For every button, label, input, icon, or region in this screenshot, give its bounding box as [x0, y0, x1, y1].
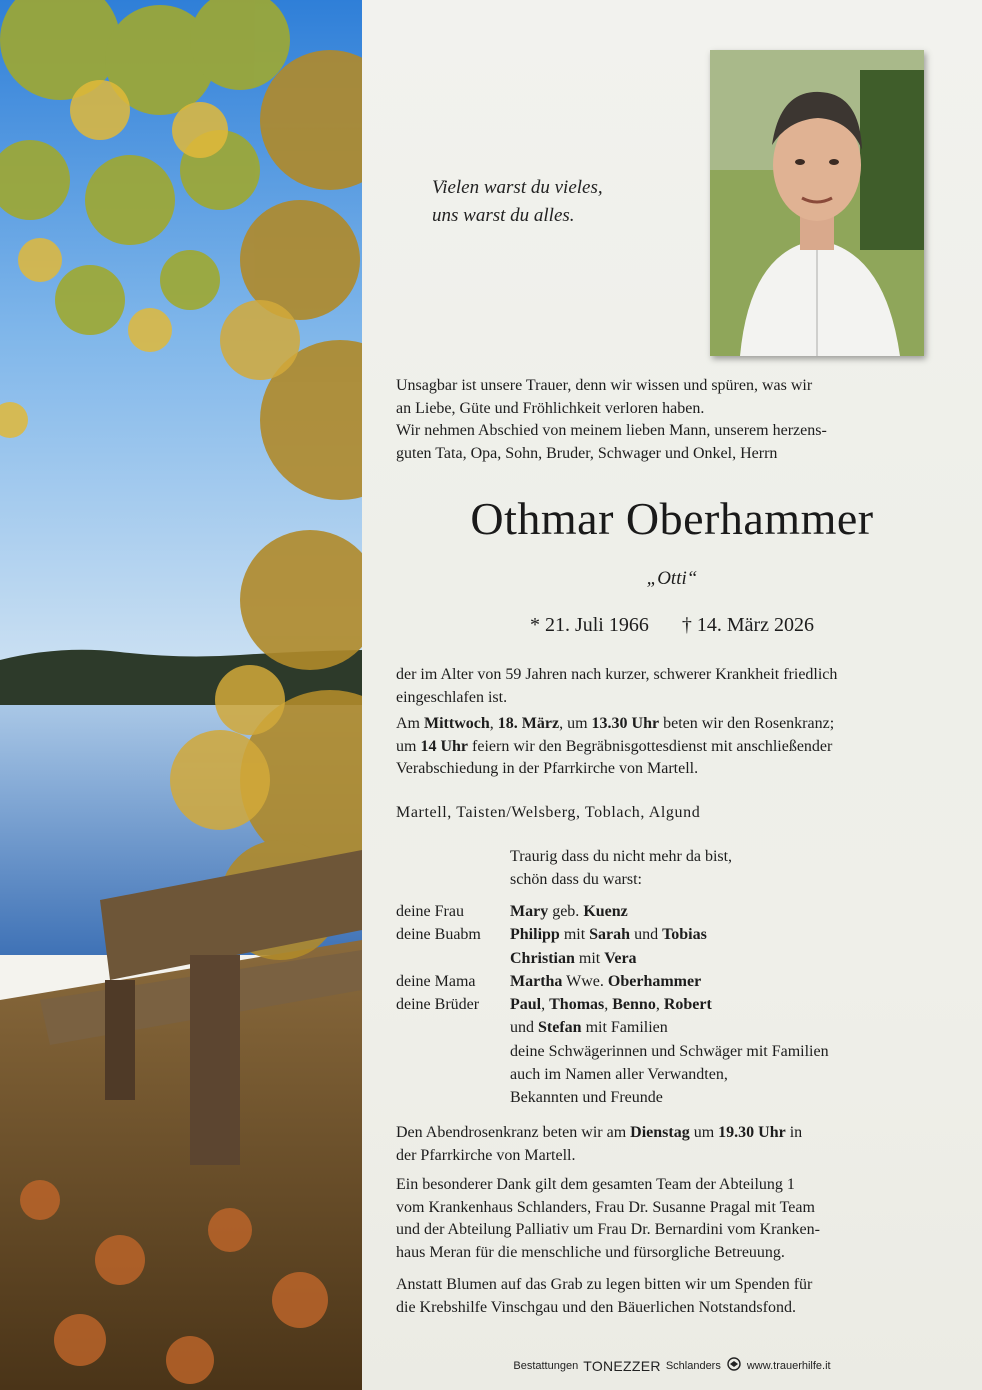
text-line: eingeschlafen ist. — [396, 688, 508, 706]
text-line: Unsagbar ist unsere Trauer, denn wir wissen und spüren, was wir — [396, 377, 813, 394]
text-line: Am Mittwoch, 18. März, um 13.30 Uhr beten wir den Rosenkranz; — [396, 715, 835, 732]
age-paragraph — [396, 664, 928, 709]
text-line: schön dass du warst: — [510, 870, 642, 888]
dove-icon — [726, 1357, 742, 1374]
footer-brand: TONEZZER — [583, 1357, 661, 1374]
text-line: der im Alter von 59 Jahren nach kurzer, schwerer Krankheit friedlich — [396, 666, 838, 683]
text-line: die Krebshilfe Vinschgau und den Bäuerlichen Notstandsfond. — [396, 1298, 796, 1316]
service-paragraph — [396, 713, 928, 781]
text-line: Den Abendrosenkranz beten wir am Dienstag um 19.30 Uhr in — [396, 1124, 803, 1141]
text-line: Traurig dass du nicht mehr da bist, — [510, 848, 733, 865]
footer — [362, 1357, 982, 1374]
text-line: um 14 Uhr feiern wir den Begräbnisgottesdienst mit anschließender — [396, 737, 833, 755]
nickname: „Otti“ — [646, 568, 698, 589]
text-line: vom Krankenhaus Schlanders, Frau Dr. Susanne Pragal mit Team — [396, 1198, 815, 1216]
text-line: der Pfarrkirche von Martell. — [396, 1146, 576, 1164]
footer-prefix: Bestattungen — [513, 1359, 579, 1372]
quote-line: Vielen warst du vieles, — [432, 177, 603, 198]
landscape-photo — [0, 0, 362, 1390]
intro-paragraph — [396, 375, 928, 465]
mourners-list — [396, 900, 829, 1110]
text-line: haus Meran für die menschliche und fürsorgliche Betreuung. — [396, 1243, 785, 1261]
mourner-row: auch im Namen aller Verwandten, — [510, 1066, 728, 1084]
text-line: Verabschiedung in der Pfarrkirche von Martell. — [396, 760, 699, 778]
mourner-row: Christian mit Vera — [510, 949, 637, 967]
mourner-row: deine Mama Martha Wwe. Oberhammer — [396, 972, 702, 990]
mourner-row: deine Schwägerinnen und Schwäger mit Familien — [510, 1042, 829, 1060]
footer-town: Schlanders — [665, 1359, 721, 1372]
text-line: an Liebe, Güte und Fröhlichkeit verloren haben. — [396, 399, 705, 417]
rosary-paragraph — [396, 1122, 928, 1167]
mourner-row: und Stefan mit Familien — [510, 1019, 668, 1037]
quote-line: uns warst du alles. — [432, 205, 575, 226]
mourners-intro — [510, 846, 732, 891]
birth-date: * 21. Juli 1966 — [529, 614, 649, 636]
life-dates — [362, 614, 982, 637]
donation-paragraph — [396, 1274, 928, 1319]
text-line: Anstatt Blumen auf das Grab zu legen bitten wir um Spenden für — [396, 1276, 813, 1293]
text-line: guten Tata, Opa, Sohn, Bruder, Schwager und Onkel, Herrn — [396, 444, 778, 462]
places: Martell, Taisten/Welsberg, Toblach, Algund — [396, 804, 701, 821]
text-line: Wir nehmen Abschied von meinem lieben Mann, unserem herzens- — [396, 422, 827, 440]
quote — [432, 174, 603, 230]
mourner-row: Bekannten und Freunde — [510, 1089, 663, 1107]
death-date: † 14. März 2026 — [681, 614, 815, 636]
portrait-photo — [710, 50, 924, 356]
obituary-content — [362, 0, 982, 1390]
footer-url[interactable]: www.trauerhilfe.it — [746, 1359, 831, 1372]
deceased-name: Othmar Oberhammer — [470, 493, 874, 544]
mourner-row: deine Frau Mary geb. Kuenz — [396, 903, 628, 920]
mourner-row: deine Brüder Paul, Thomas, Benno, Robert — [396, 996, 712, 1014]
thanks-paragraph — [396, 1174, 928, 1264]
text-line: Ein besonderer Dank gilt dem gesamten Team der Abteilung 1 — [396, 1176, 795, 1193]
text-line: und der Abteilung Palliativ um Frau Dr. Bernardini vom Kranken- — [396, 1221, 820, 1239]
mourner-row: deine Buabm Philipp mit Sarah und Tobias — [396, 926, 707, 944]
